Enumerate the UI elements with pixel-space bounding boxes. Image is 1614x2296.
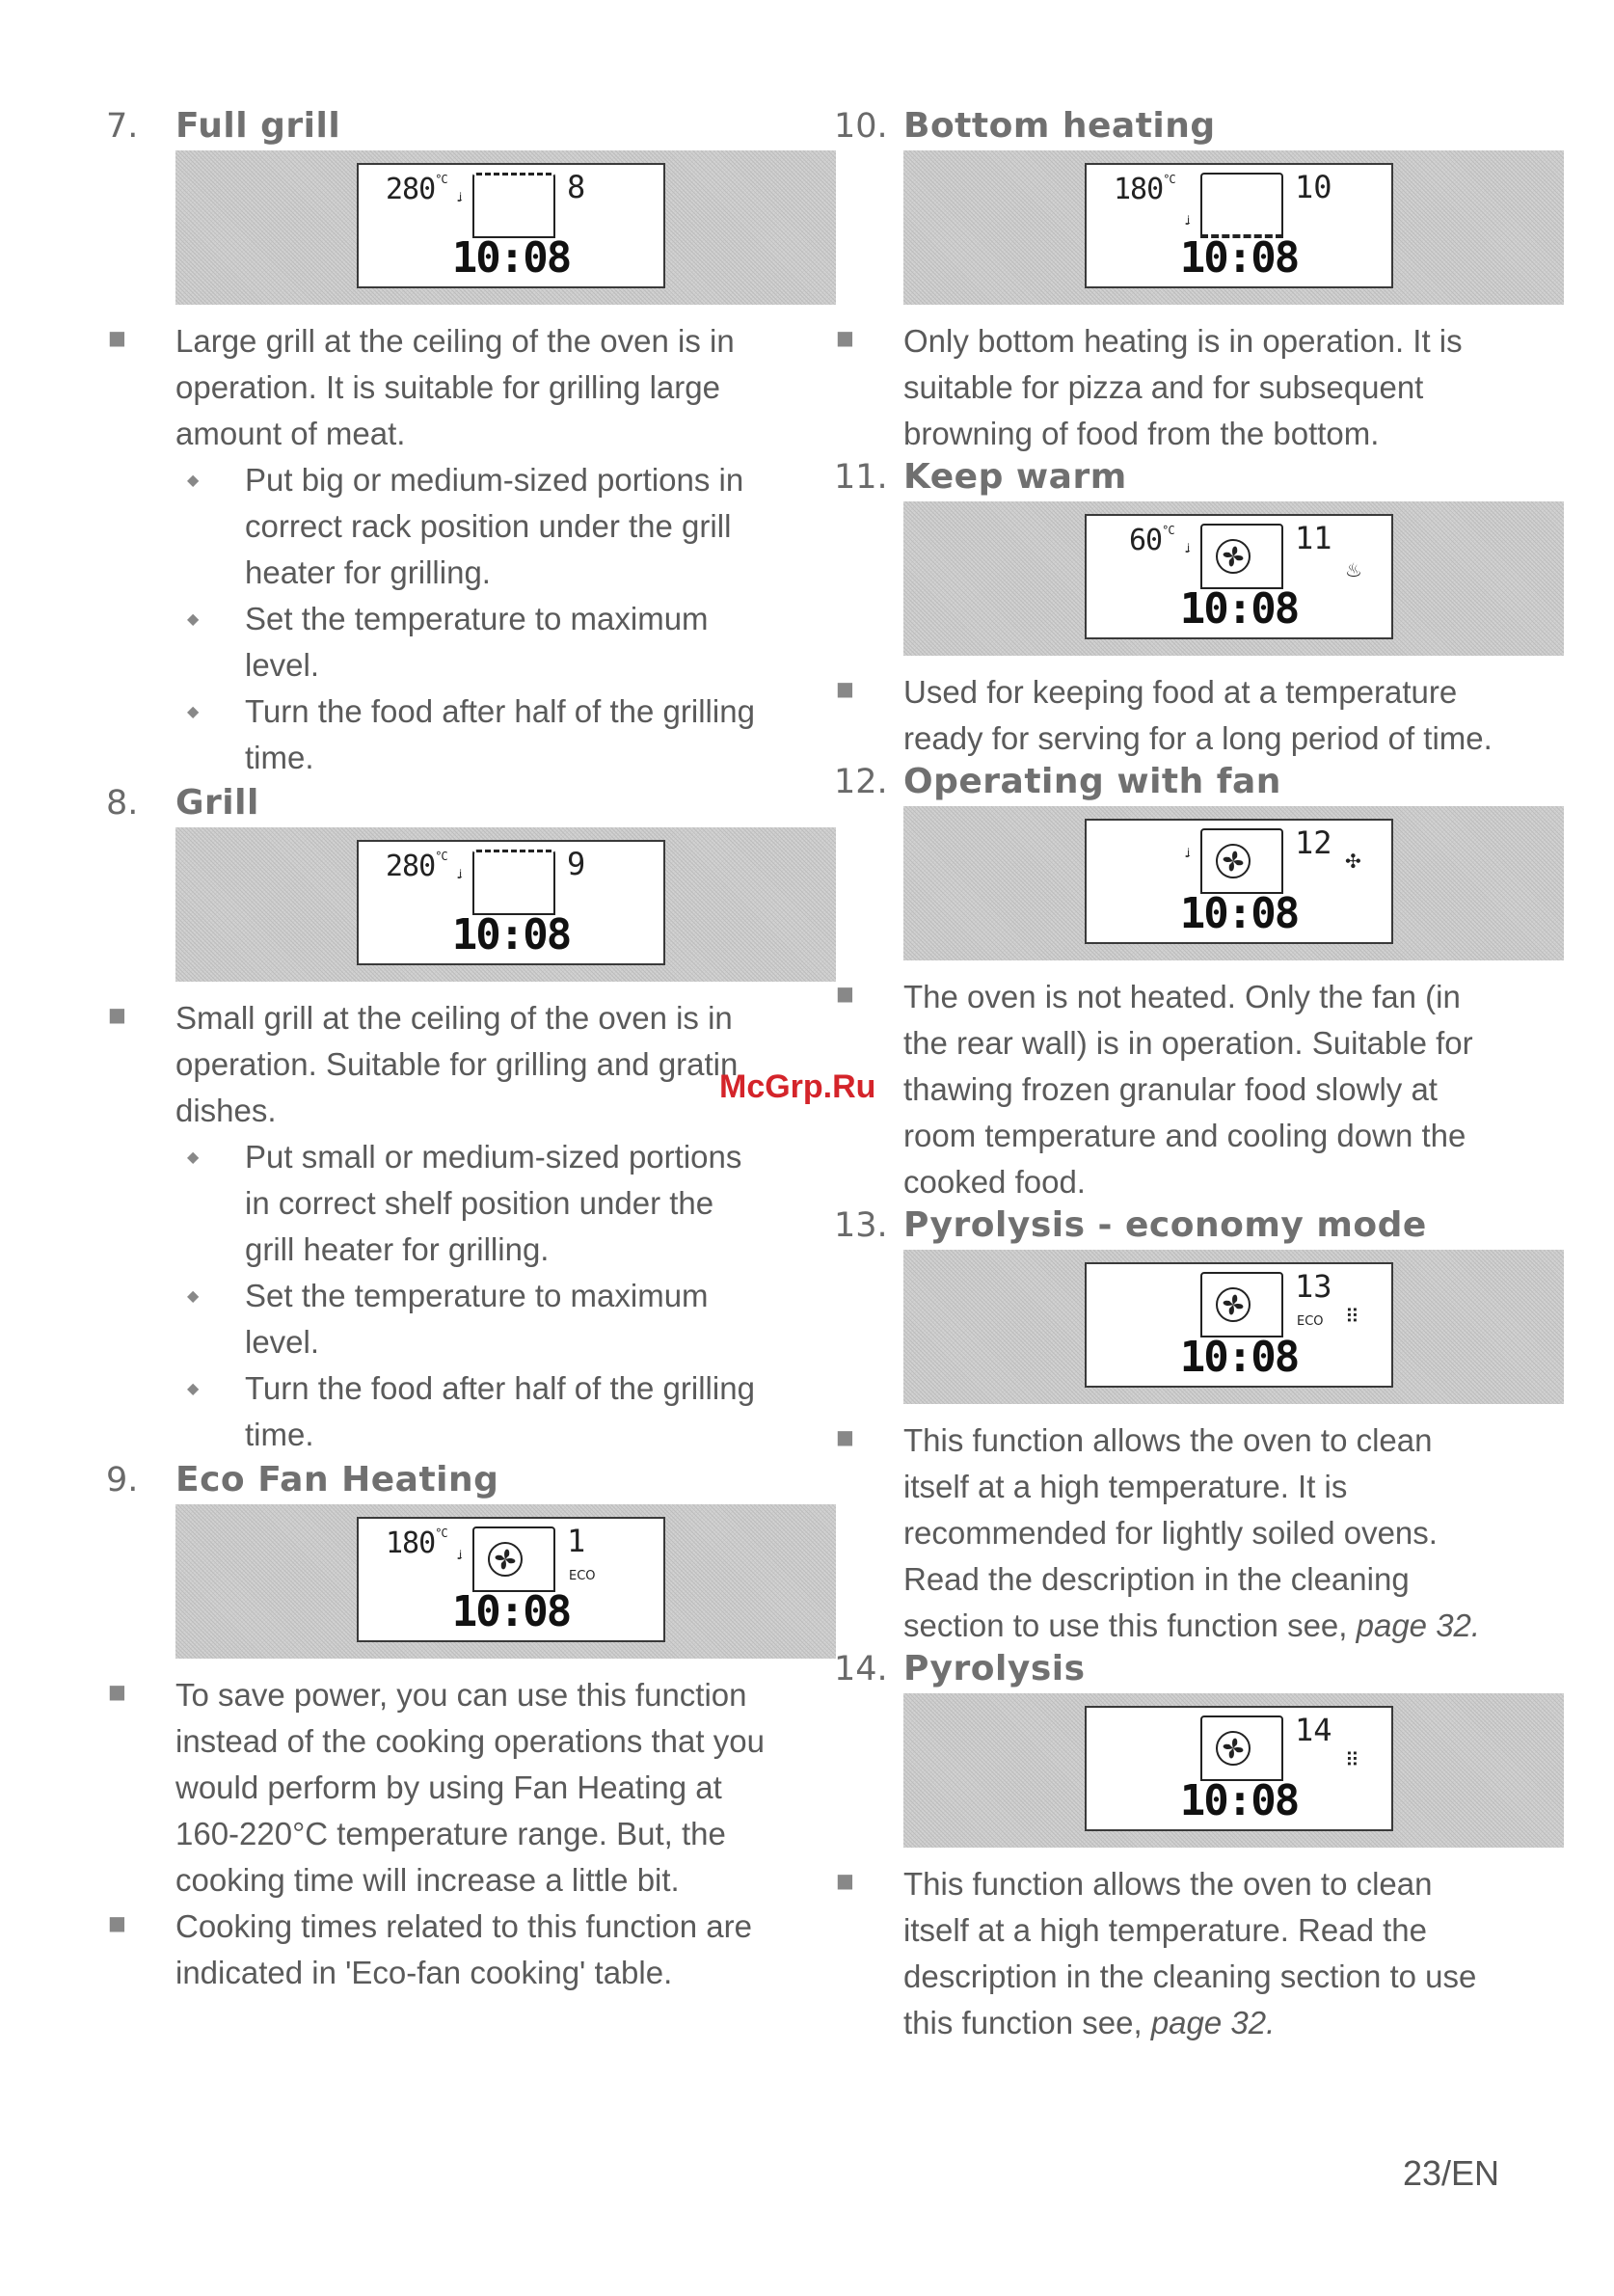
temperature-readout: $180^{^\circ C}$	[1114, 173, 1175, 206]
bullet-icon: ■	[108, 326, 126, 349]
clock-readout: 10:08	[1179, 1333, 1299, 1382]
program-number: 11	[1295, 520, 1332, 556]
pyrolysis-icon: ⠿	[1345, 1748, 1359, 1771]
paragraph-text: To save power, you can use this function instead of the cooking operations that you would perform by using Fan Heating at 160-220°C temperature range. But, the cooking time will increase a little bit.	[175, 1677, 765, 1898]
section-title: Pyrolysis	[903, 1649, 1086, 1688]
program-number: 13	[1295, 1268, 1332, 1305]
eco-label: ECO	[1297, 1314, 1324, 1329]
fan-icon	[1214, 842, 1252, 880]
section-number: 7.	[106, 107, 139, 146]
left-column	[106, 106, 771, 1996]
display-panel	[175, 827, 836, 982]
bullet-icon: ◆	[187, 702, 200, 720]
fan-icon	[486, 1540, 525, 1579]
clock-readout: 10:08	[451, 1587, 571, 1636]
clock-readout: 10:08	[1179, 889, 1299, 938]
sub-list	[175, 457, 771, 781]
right-column	[834, 106, 1499, 2046]
pyrolysis-icon: ⠿	[1345, 1305, 1359, 1328]
section-heading	[834, 1205, 1499, 1250]
program-number: 8	[567, 169, 586, 205]
thermometer-icon: ᶨ	[459, 867, 464, 887]
list-item: ◆ Put small or medium-sized portions in correct shelf position under the grill heater for grilling.	[175, 1134, 771, 1273]
paragraph	[106, 1672, 771, 1904]
list-item: ◆ Turn the food after half of the grilling time.	[175, 1365, 771, 1458]
paragraph-text: This function allows the oven to clean itself at a high temperature. It is recommended for lightly soiled ovens. Read the description in the cleaning section to use this function see, page 32.	[903, 1422, 1481, 1643]
fan-icon	[1214, 1729, 1252, 1768]
watermark: McGrp.Ru	[719, 1068, 876, 1105]
paragraph	[834, 974, 1499, 1205]
page-reference: page 32.	[1150, 2005, 1276, 2040]
section-heading	[834, 106, 1499, 150]
program-number: 1	[567, 1523, 586, 1559]
bullet-icon: ■	[836, 677, 854, 700]
bullet-icon: ■	[836, 982, 854, 1005]
bullet-icon: ■	[108, 1003, 126, 1026]
program-number: 9	[567, 846, 586, 882]
fan-mode-icon: ✣	[1345, 850, 1361, 873]
thermometer-icon: ᶨ	[1187, 213, 1192, 233]
bullet-icon: ◆	[187, 471, 200, 489]
thermometer-icon: ᶨ	[459, 1548, 464, 1568]
fan-icon	[1214, 1285, 1252, 1324]
bottom-heat-oven-icon	[1200, 173, 1283, 238]
oven-display	[357, 840, 665, 965]
paragraph	[834, 1418, 1499, 1649]
section-number: 12.	[834, 763, 888, 801]
list-item: ◆ Turn the food after half of the grilling time.	[175, 689, 771, 781]
display-panel	[175, 150, 836, 305]
program-number: 12	[1295, 824, 1332, 861]
section-title: Keep warm	[903, 457, 1127, 497]
paragraph-text: Large grill at the ceiling of the oven is in operation. It is suitable for grilling large amount of meat.	[175, 323, 735, 451]
paragraph-text: Only bottom heating is in operation. It is suitable for pizza and for subsequent browning of food from the bottom.	[903, 323, 1463, 451]
paragraph	[834, 318, 1499, 457]
fan-icon	[1214, 537, 1252, 576]
clock-readout: 10:08	[451, 910, 571, 959]
section-heading	[834, 1649, 1499, 1693]
bullet-icon: ◆	[187, 1148, 200, 1166]
oven-display	[357, 163, 665, 288]
page-footer: 23/EN	[1403, 2153, 1500, 2193]
section-title: Full grill	[175, 106, 341, 146]
program-number: 10	[1295, 169, 1332, 205]
sub-list	[175, 1134, 771, 1458]
section-number: 13.	[834, 1206, 888, 1245]
section-heading	[834, 457, 1499, 501]
paragraph-text: Cooking times related to this function are indicated in 'Eco-fan cooking' table.	[175, 1908, 752, 1990]
list-item: ◆ Set the temperature to maximum level.	[175, 596, 771, 689]
display-panel	[175, 1504, 836, 1659]
section-heading	[106, 1460, 771, 1504]
bullet-icon: ◆	[187, 1379, 200, 1397]
grill-oven-icon	[472, 173, 555, 238]
clock-readout: 10:08	[1179, 584, 1299, 634]
bullet-icon: ◆	[187, 1286, 200, 1305]
section-title: Grill	[175, 783, 259, 823]
program-number: 14	[1295, 1712, 1332, 1748]
oven-display	[1085, 163, 1393, 288]
paragraph	[834, 1861, 1499, 2046]
clock-readout: 10:08	[1179, 1776, 1299, 1825]
thermometer-icon: ᶨ	[1187, 846, 1192, 866]
clock-readout: 10:08	[451, 233, 571, 283]
section-heading	[834, 762, 1499, 806]
oven-display	[357, 1517, 665, 1642]
section-title: Bottom heating	[903, 106, 1216, 146]
page-reference: page 32.	[1356, 1607, 1481, 1643]
paragraph	[106, 318, 771, 457]
section-number: 8.	[106, 784, 139, 823]
paragraph-text: Small grill at the ceiling of the oven is in operation. Suitable for grilling and gratin dishes.	[175, 1000, 739, 1128]
display-panel	[903, 1693, 1564, 1848]
clock-readout: 10:08	[1179, 233, 1299, 283]
paragraph-text: The oven is not heated. Only the fan (in the rear wall) is in operation. Suitable for thawing frozen granular food slowly at room temperature and cooling down the cooked food.	[903, 979, 1473, 1200]
paragraph-text: Used for keeping food at a temperature ready for serving for a long period of time.	[903, 674, 1493, 756]
oven-display	[1085, 514, 1393, 639]
paragraph	[834, 669, 1499, 762]
grill-oven-icon	[472, 850, 555, 915]
section-number: 9.	[106, 1461, 139, 1499]
section-number: 14.	[834, 1650, 888, 1688]
temperature-readout: $60^{^\circ C}$	[1129, 524, 1174, 557]
bullet-icon: ■	[836, 1425, 854, 1448]
section-title: Operating with fan	[903, 762, 1281, 801]
bullet-icon: ■	[108, 1911, 126, 1934]
list-item: ◆ Put big or medium-sized portions in correct rack position under the grill heater for grilling.	[175, 457, 771, 596]
paragraph	[106, 1904, 771, 1996]
section-title: Eco Fan Heating	[175, 1460, 499, 1499]
thermometer-icon: ᶨ	[1187, 541, 1192, 561]
section-heading	[106, 783, 771, 827]
section-title: Pyrolysis - economy mode	[903, 1205, 1427, 1245]
paragraph-text: This function allows the oven to clean itself at a high temperature. Read the description in the cleaning section to use this function see, page 32.	[903, 1866, 1477, 2040]
oven-display	[1085, 819, 1393, 944]
bullet-icon: ◆	[187, 609, 200, 628]
oven-display	[1085, 1706, 1393, 1831]
display-panel	[903, 806, 1564, 960]
section-number: 10.	[834, 107, 888, 146]
bullet-icon: ■	[836, 326, 854, 349]
section-number: 11.	[834, 458, 888, 497]
bullet-icon: ■	[836, 1869, 854, 1892]
display-panel	[903, 150, 1564, 305]
bullet-icon: ■	[108, 1680, 126, 1703]
section-heading	[106, 106, 771, 150]
thermometer-icon: ᶨ	[459, 190, 464, 210]
temperature-readout: $180^{^\circ C}$	[386, 1526, 447, 1560]
temperature-readout: $280^{^\circ C}$	[386, 850, 447, 883]
display-panel	[903, 1250, 1564, 1404]
oven-display	[1085, 1262, 1393, 1388]
keep-warm-icon: ♨	[1345, 558, 1362, 581]
display-panel	[903, 501, 1564, 656]
eco-label: ECO	[569, 1569, 596, 1583]
temperature-readout: $280^{^\circ C}$	[386, 173, 447, 206]
list-item: ◆ Set the temperature to maximum level.	[175, 1273, 771, 1365]
paragraph	[106, 995, 771, 1134]
